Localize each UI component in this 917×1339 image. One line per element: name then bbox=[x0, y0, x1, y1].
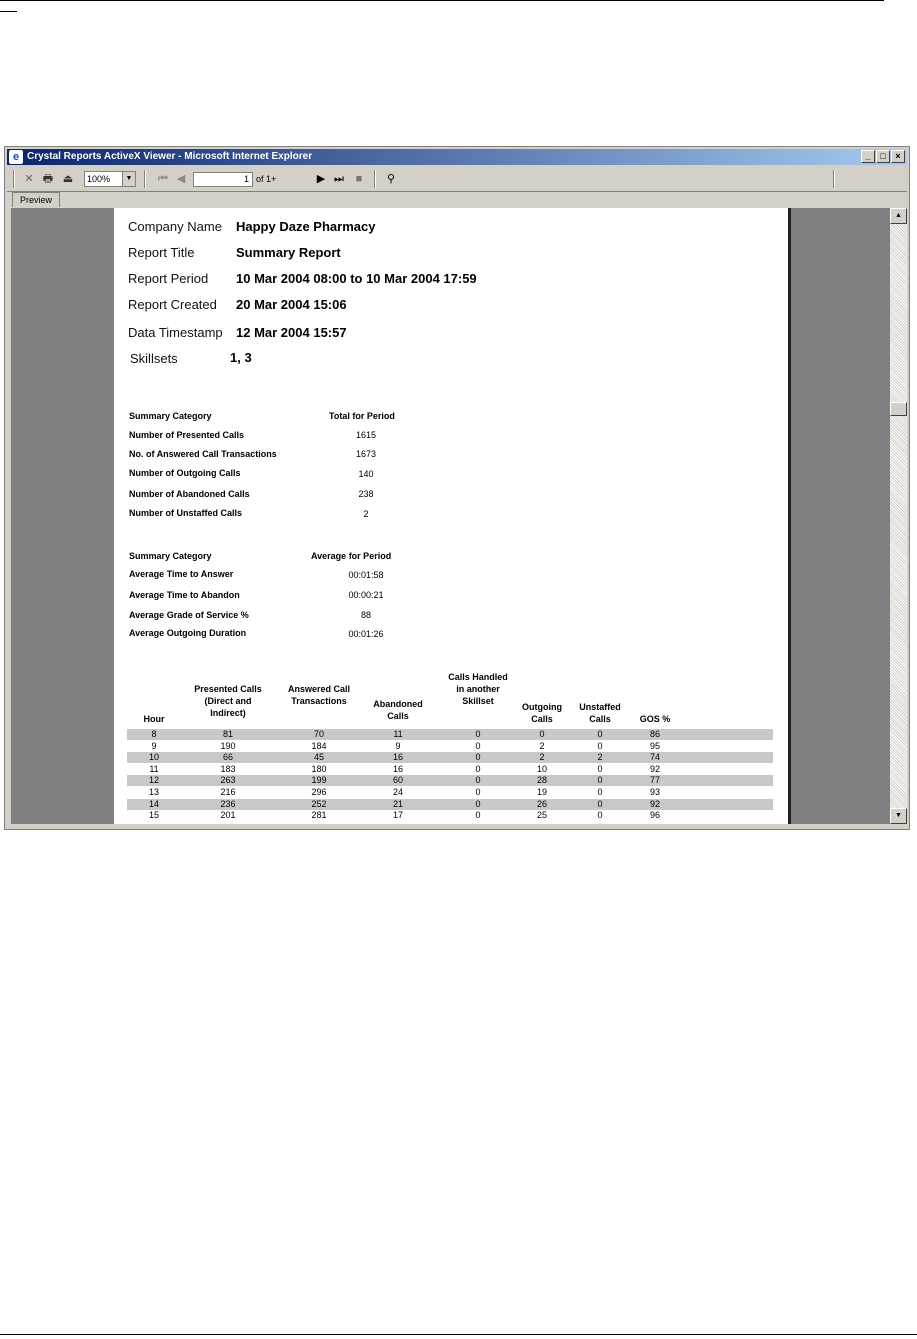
table-cell: 11 bbox=[393, 729, 403, 739]
averages-value: 00:00:21 bbox=[348, 590, 384, 600]
table-cell: 11 bbox=[149, 763, 159, 774]
toolbar-separator bbox=[144, 170, 146, 188]
report-page bbox=[114, 208, 791, 824]
table-cell: 15 bbox=[148, 810, 159, 821]
totals-label: Number of Abandoned Calls bbox=[129, 489, 250, 499]
table-cell: 17 bbox=[392, 810, 403, 821]
table-cell: 0 bbox=[475, 787, 481, 797]
column-header-other-skillset: Calls Handled in another Skillset bbox=[448, 672, 508, 706]
table-row bbox=[127, 741, 773, 752]
table-cell: 24 bbox=[392, 787, 403, 797]
window-title: Crystal Reports ActiveX Viewer - Microsoft Internet Explorer bbox=[27, 151, 313, 162]
table-cell: 16 bbox=[392, 752, 403, 763]
table-cell: 9 bbox=[151, 740, 157, 751]
averages-value: 00:01:26 bbox=[348, 629, 384, 639]
table-cell: 13 bbox=[148, 787, 159, 797]
table-cell: 0 bbox=[597, 763, 603, 774]
table-row bbox=[127, 787, 773, 798]
close-view-icon[interactable]: ✕ bbox=[24, 173, 34, 185]
totals-label: Number of Outgoing Calls bbox=[129, 468, 241, 478]
page-bottom-rule bbox=[0, 1334, 917, 1335]
totals-header-value: Total for Period bbox=[329, 411, 395, 421]
table-cell: 252 bbox=[311, 798, 327, 809]
column-header-gos: GOS % bbox=[639, 714, 671, 724]
totals-header-category: Summary Category bbox=[129, 411, 212, 421]
table-cell: 201 bbox=[220, 810, 236, 821]
table-row bbox=[127, 775, 773, 786]
vertical-scrollbar[interactable] bbox=[890, 208, 907, 824]
averages-label: Average Time to Answer bbox=[129, 569, 234, 579]
header-value: 1, 3 bbox=[230, 350, 252, 365]
table-cell: 0 bbox=[475, 798, 481, 809]
averages-header-category: Summary Category bbox=[129, 551, 212, 561]
totals-value: 238 bbox=[358, 489, 374, 499]
table-cell: 2 bbox=[539, 740, 545, 751]
averages-value: 88 bbox=[360, 610, 371, 620]
table-cell: 0 bbox=[475, 740, 481, 751]
averages-label: Average Grade of Service % bbox=[129, 610, 249, 620]
table-cell: 236 bbox=[220, 798, 236, 809]
averages-header-value: Average for Period bbox=[311, 551, 392, 561]
ie-logo-icon: e bbox=[9, 150, 23, 164]
previous-page-icon[interactable]: ◀ bbox=[176, 173, 186, 185]
table-cell: 296 bbox=[311, 787, 327, 797]
stop-icon[interactable]: ■ bbox=[355, 173, 363, 185]
totals-label: Number of Presented Calls bbox=[129, 430, 245, 440]
table-row bbox=[127, 799, 773, 810]
table-cell: 0 bbox=[475, 775, 481, 786]
table-cell: 0 bbox=[597, 775, 603, 786]
viewer-toolbar bbox=[7, 167, 907, 192]
table-cell: 0 bbox=[597, 740, 603, 751]
header-value: 10 Mar 2004 08:00 to 10 Mar 2004 17:59 bbox=[236, 271, 477, 286]
table-cell: 28 bbox=[536, 775, 547, 786]
column-header-unstaffed: Unstaffed Calls bbox=[579, 702, 621, 724]
column-header-outgoing: Outgoing Calls bbox=[522, 702, 562, 724]
table-cell: 95 bbox=[649, 740, 660, 751]
table-cell: 0 bbox=[475, 729, 481, 739]
table-cell: 96 bbox=[649, 810, 660, 821]
minimize-button[interactable]: _ bbox=[861, 150, 875, 163]
zoom-value: 100% bbox=[87, 174, 111, 184]
table-row bbox=[127, 752, 773, 763]
table-cell: 25 bbox=[536, 810, 547, 821]
totals-value: 1673 bbox=[355, 449, 377, 459]
header-value: Summary Report bbox=[236, 245, 341, 260]
table-cell: 77 bbox=[649, 775, 660, 786]
table-cell: 66 bbox=[222, 752, 233, 763]
table-cell: 2 bbox=[539, 752, 545, 763]
table-cell: 0 bbox=[597, 798, 603, 809]
table-cell: 21 bbox=[392, 798, 403, 809]
table-cell: 184 bbox=[311, 740, 327, 751]
column-header-hour: Hour bbox=[143, 714, 165, 724]
first-page-icon[interactable]: ⏮ bbox=[158, 173, 168, 185]
table-cell: 0 bbox=[539, 729, 545, 739]
scroll-thumb[interactable] bbox=[890, 402, 907, 416]
column-header-presented: Presented Calls (Direct and Indirect) bbox=[194, 684, 262, 718]
header-label: Skillsets bbox=[130, 351, 178, 366]
table-row bbox=[127, 810, 773, 821]
table-cell: 10 bbox=[148, 752, 159, 763]
column-header-abandoned: Abandoned Calls bbox=[373, 699, 423, 721]
browser-window bbox=[4, 146, 910, 830]
header-value: Happy Daze Pharmacy bbox=[236, 219, 376, 234]
totals-value: 2 bbox=[363, 509, 369, 519]
title-bar bbox=[7, 149, 907, 165]
table-cell: 0 bbox=[597, 810, 603, 821]
table-cell: 183 bbox=[220, 763, 236, 774]
zoom-select[interactable] bbox=[84, 171, 136, 187]
table-cell: 74 bbox=[649, 752, 660, 763]
table-cell: 93 bbox=[649, 787, 660, 797]
close-button[interactable]: × bbox=[891, 150, 905, 163]
table-cell: 281 bbox=[311, 810, 327, 821]
scroll-down-button[interactable]: ▼ bbox=[890, 808, 907, 824]
chevron-down-icon[interactable]: ▼ bbox=[122, 172, 135, 186]
totals-value: 1615 bbox=[355, 430, 377, 440]
toolbar-separator bbox=[833, 170, 835, 188]
averages-value: 00:01:58 bbox=[348, 570, 384, 580]
table-cell: 10 bbox=[536, 763, 547, 774]
totals-label: Number of Unstaffed Calls bbox=[129, 508, 243, 518]
table-cell: 16 bbox=[392, 763, 403, 774]
header-label: Data Timestamp bbox=[128, 325, 223, 340]
totals-label: No. of Answered Call Transactions bbox=[129, 449, 277, 459]
table-cell: 0 bbox=[475, 810, 481, 821]
table-cell: 263 bbox=[220, 775, 236, 786]
last-page-icon[interactable]: ⏭ bbox=[334, 173, 344, 185]
table-cell: 0 bbox=[597, 729, 603, 739]
page-top-rule bbox=[0, 0, 884, 1]
maximize-button[interactable]: □ bbox=[876, 150, 890, 163]
table-cell: 45 bbox=[313, 752, 324, 763]
report-viewport bbox=[11, 208, 890, 824]
table-cell: 92 bbox=[649, 798, 660, 809]
tab-preview[interactable]: Preview bbox=[12, 192, 60, 207]
scroll-up-button[interactable]: ▲ bbox=[890, 208, 907, 224]
table-cell: 12 bbox=[148, 775, 159, 786]
table-cell: 19 bbox=[536, 787, 547, 797]
toolbar-separator bbox=[13, 170, 15, 188]
table-cell: 0 bbox=[597, 787, 603, 797]
averages-label: Average Outgoing Duration bbox=[129, 628, 247, 638]
header-label: Company Name bbox=[128, 219, 222, 234]
column-header-answered: Answered Call Transactions bbox=[287, 684, 351, 706]
toolbar-separator bbox=[374, 170, 376, 188]
table-cell: 180 bbox=[311, 763, 327, 774]
table-row bbox=[127, 764, 773, 775]
page-count: of 1+ bbox=[256, 174, 277, 184]
table-cell: 81 bbox=[222, 729, 233, 739]
table-cell: 8 bbox=[151, 729, 157, 739]
print-icon[interactable]: 🖶 bbox=[42, 173, 54, 185]
page-number-input[interactable]: 1 bbox=[193, 172, 253, 187]
table-cell: 0 bbox=[475, 763, 481, 774]
header-value: 12 Mar 2004 15:57 bbox=[236, 325, 347, 340]
page-corner-mark bbox=[0, 11, 17, 12]
table-cell: 0 bbox=[475, 752, 481, 763]
table-cell: 199 bbox=[311, 775, 327, 786]
search-icon[interactable]: ⚲ bbox=[386, 173, 396, 185]
next-page-icon[interactable]: ▶ bbox=[316, 173, 326, 185]
table-cell: 2 bbox=[597, 752, 603, 763]
header-value: 20 Mar 2004 15:06 bbox=[236, 297, 347, 312]
table-cell: 86 bbox=[649, 729, 660, 739]
header-label: Report Title bbox=[128, 245, 195, 260]
table-cell: 190 bbox=[220, 740, 236, 751]
header-label: Report Period bbox=[128, 271, 209, 286]
totals-value: 140 bbox=[358, 469, 374, 479]
table-cell: 9 bbox=[395, 740, 401, 751]
table-cell: 26 bbox=[536, 798, 547, 809]
export-icon[interactable]: ⏏ bbox=[62, 173, 74, 185]
table-cell: 14 bbox=[148, 798, 159, 809]
averages-label: Average Time to Abandon bbox=[129, 590, 240, 600]
header-label: Report Created bbox=[128, 297, 217, 312]
table-row bbox=[127, 729, 773, 740]
table-cell: 92 bbox=[649, 763, 660, 774]
table-cell: 216 bbox=[220, 787, 236, 797]
table-cell: 70 bbox=[313, 729, 324, 739]
table-cell: 60 bbox=[392, 775, 403, 786]
